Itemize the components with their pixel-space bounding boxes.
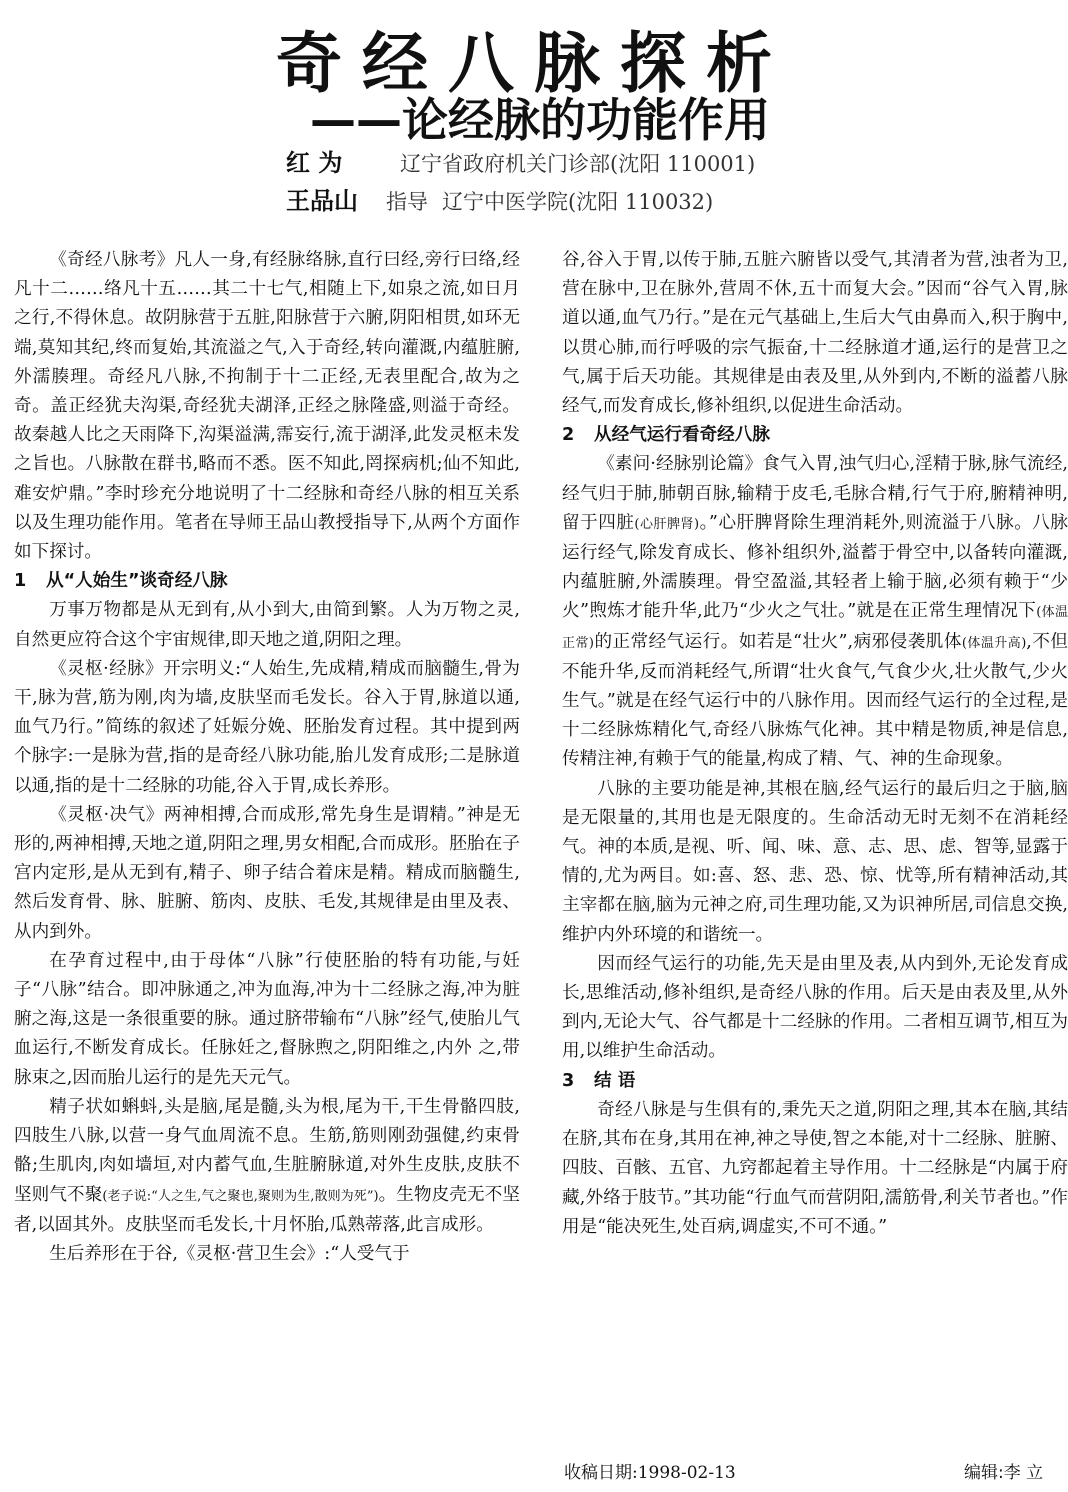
paragraph	[14, 1093, 520, 1240]
left-column	[14, 246, 520, 1486]
author-line-1	[286, 148, 755, 179]
paragraph: 《灵枢·决气》两神相搏,合而成形,常先身生是谓精。”神是无形的,两神相搏,天地之道,阴阳之理,男女相配,合而成形。胚胎在子宫内定形,是从无到有,精子、卵子结合着床是精。精成而脑髓生,然后发育骨、脉、脏腑、筋肉、皮肤、毛发,其规律是由里及表、从内到外。	[14, 804, 520, 942]
editor-credit: 编辑:李 立	[964, 1463, 1044, 1483]
author-name: 红 为	[286, 149, 343, 177]
paragraph-text: 《素问·经脉别论篇》食气入胃,浊气归心,淫精于脉,脉气流经,经气归于肺,肺朝百脉,输精于皮毛,毛脉合精,行气于府,腑精神明,留于四脏	[562, 454, 1068, 533]
section-number: 1	[14, 571, 27, 592]
article-subtitle: ——论经脉的功能作用	[310, 93, 770, 147]
paragraph: 谷,谷入于胃,以传于肺,五脏六腑皆以受气,其清者为营,浊者为卫,营在脉中,卫在脉外,营周不休,五十而复大会。”因而“谷气入胃,脉道以通,血气乃行。”是在元气基础上,生后大气由鼻而入,积于胸中,以贯心肺,而行呼吸的宗气振奋,十二经脉道才通,运行的是营卫之气,属于后天功能。其规律是由表及里,从外到内,不断的溢蓄八脉经气,而发育成长,修补组织,以促进生命活动。	[562, 250, 1068, 417]
paragraph: 《灵枢·经脉》开宗明义:“人始生,先成精,精成而脑髓生,骨为干,脉为营,筋为刚,肉为墙,皮肤坚而毛发长。谷入于胃,脉道以通,血气乃行。”简练的叙述了妊娠分娩、胚胎发育过程。其中提到两个脉字:一是脉为营,指的是奇经八脉功能,胎儿发育成形;二是脉道以通,指的是十二经脉的功能,谷入于胃,成长养形。	[14, 658, 520, 796]
paragraph-text: ,不但不能升华,反而消耗经气,所谓“壮火食气,气食少火,壮火散气,少火生气。”就是在经气运行中的八脉作用。因而经气运行的全过程,是十二经脉炼精化气,奇经八脉炼气化神。其中精是物质,神是信息,传精注神,有赖于气的能量,构成了精、气、神的生命现象。	[562, 631, 1068, 770]
paragraph: 因而经气运行的功能,先天是由里及表,从内到外,无论发育成长,思维活动,修补组织,是奇经八脉的作用。后天是由表及里,从外到内,无论大气、谷气都是十二经脉的作用。二者相互调节,相互为用,以维护生命活动。	[562, 953, 1068, 1062]
right-column	[562, 246, 1068, 1486]
section-number: 3	[562, 1070, 575, 1091]
section-number: 2	[562, 425, 575, 446]
paragraph	[562, 450, 1068, 774]
inline-note: (体温升高)	[961, 635, 1027, 651]
paragraph: 万事万物都是从无到有,从小到大,由简到繁。人为万物之灵,自然更应符合这个宇宙规律,即天地之道,阴阳之理。	[14, 600, 520, 650]
inline-note: (体温正常)	[562, 605, 1068, 651]
author-line-2	[286, 186, 713, 217]
section-heading-text: 从经气运行看奇经八脉	[594, 425, 770, 446]
paragraph: 奇经八脉是与生俱有的,秉先天之道,阴阳之理,其本在脑,其结在脐,其布在身,其用在神,神之导使,智之本能,对十二经脉、脏腑、四肢、百骸、五官、九窍都起着主导作用。十二经脉是“内属于府藏,外络于肢节。”其功能“行血气而营阴阳,濡筋骨,利关节者也。”作用是“能决死生,处百病,调虚实,不可不通。”	[562, 1099, 1068, 1237]
author-role: 指导	[386, 190, 428, 214]
paragraph: 八脉的主要功能是神,其根在脑,经气运行的最后归之于脑,脑是无限量的,其用也是无限度的。生命活动无时无刻不在消耗经气。神的本质,是视、听、闻、味、意、志、思、虑、智等,显露于情的,尤为两目。如:喜、怒、悲、恐、惊、忧等,所有精神活动,其主宰都在脑,脑为元神之府,司生理功能,又为识神所居,司信息交换,维护内外环境的和谐统一。	[562, 778, 1068, 945]
section-heading-text: 从“人始生”谈奇经八脉	[46, 571, 228, 592]
section-heading-text: 结 语	[594, 1070, 636, 1091]
author-affiliation: 辽宁省政府机关门诊部(沈阳 110001)	[400, 152, 756, 176]
section-heading-2	[562, 421, 1068, 450]
section-heading-1	[14, 567, 520, 596]
paragraph-text: 。生物皮壳无不坚者,以固其外。皮肤坚而毛发长,十月怀胎,瓜熟蒂落,此言成形。	[14, 1184, 520, 1235]
inline-note: (老子说:“人之生,气之聚也,聚则为生,散则为死”)	[102, 1188, 379, 1204]
article-title: 奇经八脉探析	[276, 25, 792, 102]
section-heading-3	[562, 1067, 1068, 1096]
paragraph: 《奇经八脉考》凡人一身,有经脉络脉,直行曰经,旁行曰络,经凡十二……络凡十五……其二十七气,相随上下,如泉之流,如日月之行,不得休息。故阴脉营于五脏,阳脉营于六腑,阴阳相贯,如环无端,莫知其纪,终而复始,其流溢之气,入于奇经,转向灌溉,内蕴脏腑,外濡腠理。奇经凡八脉,不拘制于十二正经,无表里配合,故为之奇。盖正经犹夫沟渠,奇经犹夫湖泽,正经之脉隆盛,则溢于奇经。故秦越人比之天雨降下,沟渠溢满,霈妄行,流于湖泽,此发灵枢未发之旨也。八脉散在群书,略而不悉。医不知此,罔探病机;仙不知此,难安炉鼎。”李时珍充分地说明了十二经脉和奇经八脉的相互关系以及生理功能作用。笔者在导师王品山教授指导下,从两个方面作如下探讨。	[14, 250, 520, 563]
paragraph-text: 的正常经气运行。如若是“壮火”,病邪侵袭肌体	[593, 631, 962, 652]
paragraph-text: 。”心肝脾肾除生理消耗外,则流溢于八脉。八脉运行经气,除发育成长、修补组织外,溢蓄于骨空中,以备转向灌溉,内蕴脏腑,外濡腠理。骨空盈溢,其轻者上输于脑,必须有赖于“少火”煦炼才能升华,此乃“少火之气壮。”就是在正常生理情况下	[562, 512, 1068, 622]
inline-note: (心肝脾肾)	[634, 516, 700, 532]
paragraph: 在孕育过程中,由于母体“八脉”行使胚胎的特有功能,与妊子“八脉”结合。即冲脉通之,冲为血海,冲为十二经脉之海,冲为脏腑之海,这是一条很重要的脉。通过脐带输布“八脉”经气,使胎儿气血运行,不断发育成长。任脉妊之,督脉煦之,阴阳维之,内外 之,带脉束之,因而胎儿运行的是先天元气。	[14, 950, 520, 1088]
author-affiliation: 辽宁中医学院(沈阳 110032)	[442, 190, 714, 214]
author-name: 王品山	[286, 187, 358, 215]
paragraph-text: 精子状如蝌蚪,头是脑,尾是髓,头为根,尾为干,干生骨骼四肢,四肢生八脉,以营一身气血周流不息。生筋,筋则刚劲强健,约束骨骼;生肌肉,肉如墙垣,对内蓄气血,生脏腑脉道,对外生皮肤,皮肤不坚则气不聚	[14, 1096, 520, 1205]
received-date: 收稿日期:1998-02-13	[564, 1463, 736, 1483]
paragraph: 生后养形在于谷,《灵枢·营卫生会》:“人受气于	[49, 1243, 410, 1264]
